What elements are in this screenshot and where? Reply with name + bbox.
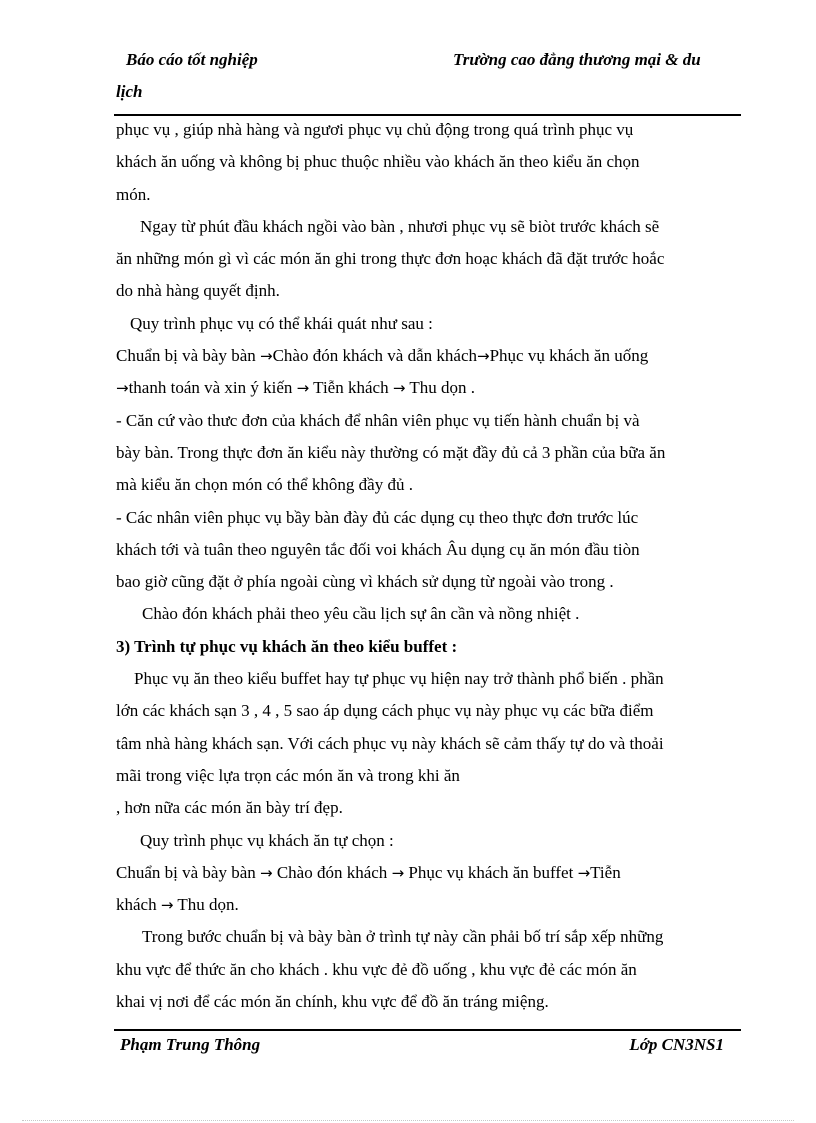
footer-rule	[114, 1029, 741, 1031]
arrow-right-icon: →	[260, 347, 273, 366]
flow-step: Chào đón khách	[272, 862, 392, 882]
arrow-right-icon: →	[391, 863, 405, 882]
flow-step: Chuẩn bị và bày bàn	[116, 346, 260, 366]
flow-step: Phục vụ khách ăn uống	[489, 346, 649, 366]
arrow-right-icon: →	[260, 863, 273, 882]
flow-step: Thu dọn.	[173, 895, 239, 915]
text-line: tâm nhà hàng khách sạn. Với cách phục vụ này khách sẽ cảm thấy tự do và thoải	[116, 733, 664, 753]
text-line: bày bàn. Trong thực đơn ăn kiểu này thường có mặt đầy đủ cả 3 phần của bữa ăn	[116, 442, 666, 462]
flow-step: Thu dọn .	[405, 378, 475, 398]
arrow-right-icon: →	[477, 347, 490, 366]
text-line: khách ăn uống và không bị phuc thuộc nhiều vào khách ăn theo kiểu ăn chọn	[116, 152, 640, 172]
arrow-right-icon: →	[296, 379, 310, 398]
text-line: do nhà hàng quyết định.	[116, 281, 280, 301]
section-heading	[116, 635, 742, 667]
text-line: khách tới và tuân theo nguyên tắc đối voi khách Âu dụng cụ ăn món đầu tiòn	[116, 539, 640, 559]
text-line: bao giờ cũng đặt ở phía ngoài cùng vì khách sử dụng từ ngoài vào trong .	[116, 572, 614, 592]
text-line: - Căn cứ vào thưc đơn của khách để nhân viên phục vụ tiến hành chuẩn bị và	[116, 410, 640, 430]
section-number: 3)	[116, 636, 135, 656]
flow-step: Phục vụ khách ăn buffet	[404, 862, 578, 882]
flow-step: khách	[116, 895, 161, 915]
header-left-title: Báo cáo tốt nghiệp	[126, 50, 258, 69]
arrow-right-icon: →	[392, 379, 406, 398]
flow-step: Tiễn	[590, 862, 621, 882]
text-line: ăn những món gì vì các món ăn ghi trong thực đơn hoạc khách đã đặt trước hoắc	[116, 249, 665, 269]
footer-author: Phạm Trung Thông	[120, 1035, 261, 1054]
text-line: khu vực để thức ăn cho khách . khu vực đẻ đồ uống , khu vực đẻ các món ăn	[116, 959, 637, 979]
paragraph-start: Quy trình phục vụ có thể khái quát như sau :	[130, 313, 433, 333]
paragraph-start: Phục vụ ăn theo kiểu buffet hay tự phục vụ hiện nay trở thành phổ biến . phần	[134, 669, 664, 689]
paragraph-start: Trong bước chuẩn bị và bày bàn ở trình tự này cần phải bố trí sắp xếp những	[142, 927, 664, 947]
header-rule	[114, 114, 741, 116]
text-line: mãi trong việc lựa trọn các món ăn và trong khi ăn	[116, 765, 460, 785]
flow-step: Chuẩn bị và bày bàn	[116, 862, 260, 882]
process-flow-line	[116, 893, 742, 925]
paragraph-start: Ngay từ phút đầu khách ngồi vào bàn , nhươi phục vụ sẽ biòt trước khách sẽ	[140, 216, 660, 236]
text-line: món.	[116, 184, 151, 204]
arrow-right-icon: →	[160, 896, 174, 915]
flow-step: Tiễn khách	[309, 378, 393, 398]
process-flow-line	[116, 376, 742, 408]
text-line: - Các nhân viên phục vụ bầy bàn đày đủ các dụng cụ theo thực đơn trước lúc	[116, 507, 639, 527]
text-line: khai vị nơi để các món ăn chính, khu vực để đồ ăn tráng miệng.	[116, 992, 549, 1012]
header-right-title: Trường cao đẳng thương mại & du	[453, 50, 701, 69]
text-line: phục vụ , giúp nhà hàng và ngươi phục vụ chủ động trong quá trình phục vụ	[116, 120, 634, 139]
footer-class: Lớp CN3NS1	[629, 1035, 724, 1054]
process-flow-line	[116, 344, 742, 376]
page-edge-dotted-line	[22, 1120, 794, 1121]
header-right-title-continued: lịch	[116, 82, 143, 101]
flow-step: Chào đón khách và dẫn khách	[272, 346, 477, 366]
text-line: mà kiểu ăn chọn món có thể không đầy đủ .	[116, 475, 413, 495]
section-title: Trình tự phục vụ khách ăn theo kiểu buffet :	[134, 636, 458, 656]
process-flow-line	[116, 861, 742, 893]
paragraph-start: Chào đón khách phải theo yêu cầu lịch sự ân cần và nồng nhiệt .	[142, 604, 580, 624]
paragraph-start: Quy trình phục vụ khách ăn tự chọn :	[140, 830, 394, 850]
arrow-right-icon: →	[116, 379, 129, 398]
text-line: , hơn nữa các món ăn bày trí đẹp.	[116, 798, 343, 818]
document-body	[116, 118, 742, 1022]
text-line: lớn các khách sạn 3 , 4 , 5 sao áp dụng cách phục vụ này phục vụ các bữa điểm	[116, 701, 654, 721]
flow-step: thanh toán và xin ý kiến	[128, 378, 297, 398]
arrow-right-icon: →	[577, 863, 591, 882]
